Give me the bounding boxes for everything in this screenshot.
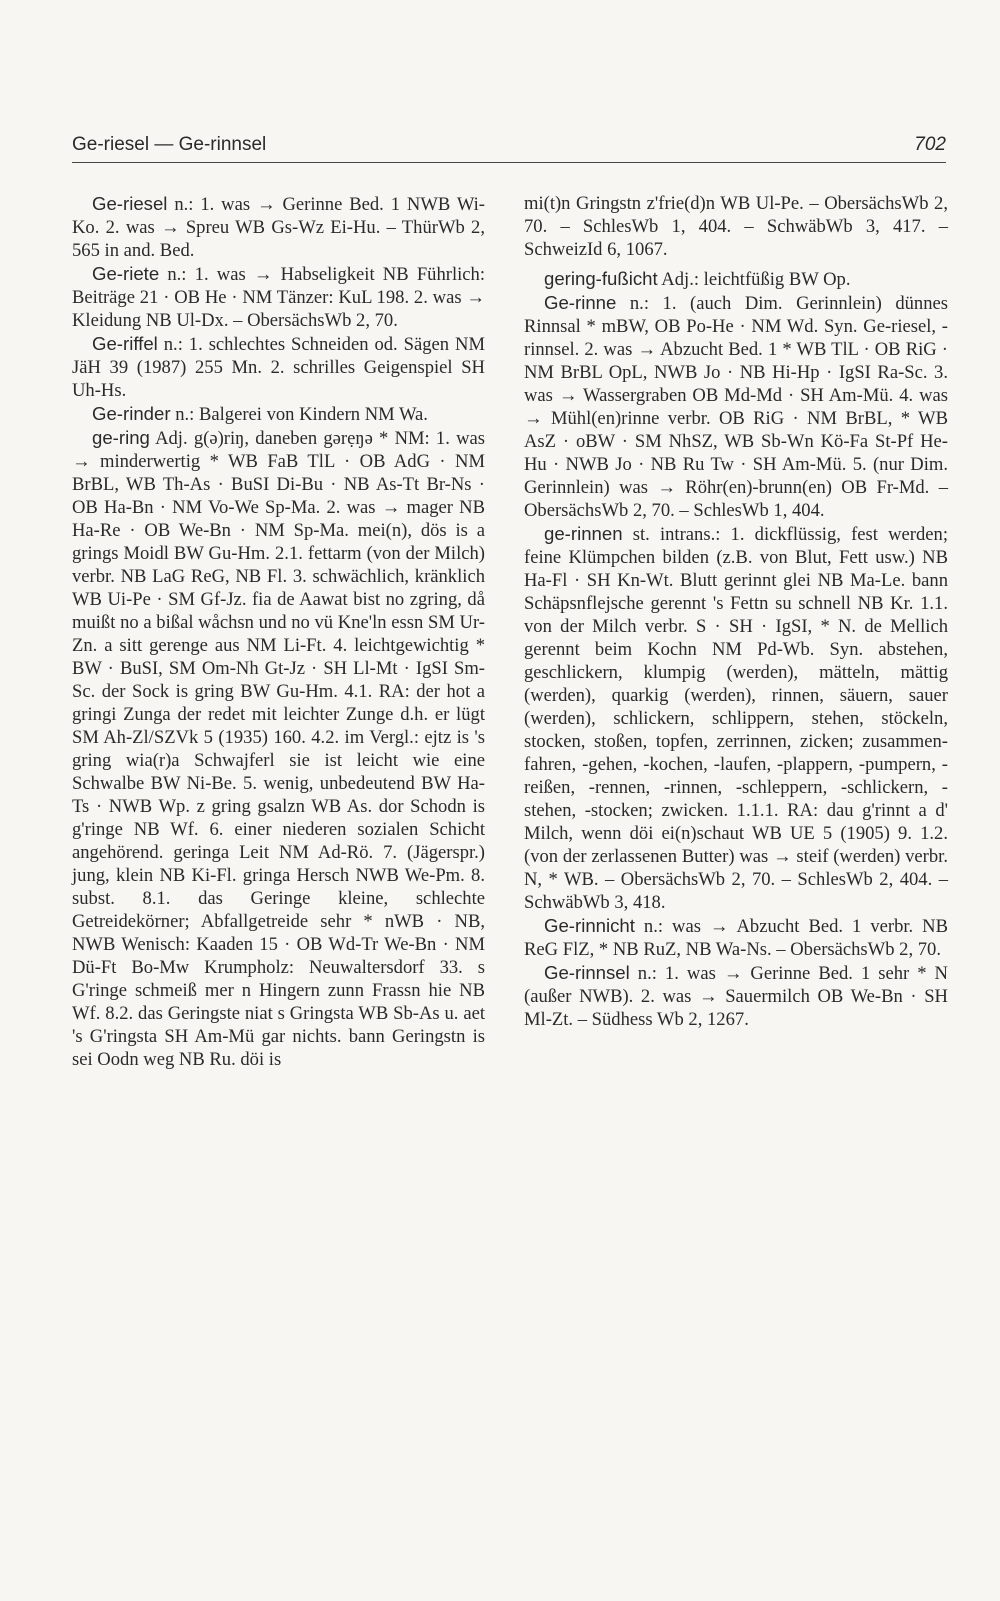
left-column <box>72 192 485 1071</box>
entry-text: n.: was → Abzucht Bed. 1 verbr. NB ReG FlZ, * NB RuZ, NB Wa-Ns. – ObersächsWb 2, 70. <box>524 916 948 960</box>
entry-ge-riete <box>72 262 485 332</box>
entry-ge-rinnicht <box>524 914 948 961</box>
entry-headword: ge-rinnen <box>544 523 623 544</box>
entry-text: mi(t)n Gringstn z'frie(d)n WB Ul-Pe. – ObersächsWb 2, 70. – SchlesWb 1, 404. – SchwäbWb 3, 417. – SchweizId 6, 1067. <box>524 193 948 260</box>
entry-headword: Ge-riesel <box>92 193 168 214</box>
entry-headword: Ge-rinder <box>92 403 171 424</box>
entry-text: n.: Balgerei von Kindern NM Wa. <box>170 404 428 425</box>
entry-text: n.: 1. schlechtes Schneiden od. Sägen NM JäH 39 (1987) 255 Mn. 2. schrilles Geigenspiel SH Uh-Hs. <box>72 334 485 401</box>
entry-ge-riffel <box>72 332 485 402</box>
page-number: 702 <box>914 134 946 155</box>
entry-ge-rinne <box>524 291 948 522</box>
entry-ge-rinnen <box>524 522 948 914</box>
entry-ge-ring <box>72 426 485 1071</box>
entry-text: n.: 1. (auch Dim. Gerinnlein) dünnes Rinnsal * mBW, OB Po-He · NM Wd. Syn. Ge-riesel, -rinnsel. 2. was → Abzucht Bed. 1 * WB TlL · OB RiG · NM BrBL OpL, NWB Jo · NB Hi-Hp · IgSI Ra-Sc. 3. was → Wassergraben OB Md-Md · SH Am-Mü. 4. was → Mühl(en)rinne verbr. OB RiG · NM BrBL, * WB AsZ · oBW · SM NhSZ, WB Sb-Wn Kö-Fa St-Pf He-Hu · NWB Jo · NB Ru Tw · SH Am-Mü. 5. (nur Dim. Gerinnlein) was → Röhr(en)-brunn(en) OB Fr-Md. – ObersächsWb 2, 70. – SchlesWb 1, 404. <box>524 293 948 521</box>
entry-ge-riesel <box>72 192 485 262</box>
entry-headword: Ge-rinnicht <box>544 915 635 936</box>
entry-headword: Ge-riete <box>92 263 160 284</box>
entry-headword: gering-fußicht <box>544 268 658 289</box>
entry-gering-fussicht <box>524 267 948 291</box>
entry-headword: ge-ring <box>92 427 150 448</box>
right-column <box>524 192 948 1031</box>
entry-headword: Ge-rinnsel <box>544 962 630 983</box>
entry-text: n.: 1. was → Gerinne Bed. 1 sehr * N (außer NWB). 2. was → Sauermilch OB We-Bn · SH Ml-Zt. – Südhess Wb 2, 1267. <box>524 963 948 1030</box>
entry-text: Adj. g(ə)riŋ, daneben gərẹŋə * NM: 1. was → minderwertig * WB FaB TlL · OB AdG · NM BrBL, WB Th-As · BuSI Di-Bu · NB As-Tt Br-Ns · OB Ha-Bn · NM Vo-We Sp-Ma. 2. was → mager NB Ha-Re · OB We-Bn · NM Sp-Ma. mei(n), dös is a grings Moidl BW Gu-Hm. 2.1. fettarm (von der Milch) verbr. NB LaG ReG, NB Fl. 3. schwächlich, kränklich WB Ui-Pe · SM Gf-Jz. fia de Aawat bist no zgring, då muißt no a bißal wåchsn und no vü Kne'ln essn SM Ur-Zn. a sitt gerenge aus NM Li-Ft. 4. leichtgewichtig * BW · BuSI, SM Om-Nh Gt-Jz · SH Ll-Mt · IgSI Sm-Sc. der Sock is gring BW Gu-Hm. 4.1. RA: der hot a gringi Zunga der redet mit leichter Zunge d.h. er lügt SM Ah-Zl/SZVk 5 (1935) 160. 4.2. im Vergl.: ejtz is 's gring wia(r)a Schwajferl sie ist leicht wie eine Schwalbe BW Ni-Be. 5. wenig, unbedeutend BW Ha-Ts · NWB Wp. z gring gsalzn WB As. dor Schodn is g'ringe NB Wf. 6. einer niederen sozialen Schicht angehörend. geringa Leit NM Ad-Rö. 7. (Jägerspr.) jung, klein NB Ki-Fl. gringa Hersch NWB We-Pm. 8. subst. 8.1. das Geringe kleine, schlechte Getreidekörner; Abfallgetreide sehr * nWB · NB, NWB Wenisch: Kaaden 15 · OB Wd-Tr We-Bn · NM Dü-Ft Bo-Mw Krumpholz: Neuwaltersdorf 33. s G'ringe schmeiß mer n Hingern zunn Frassn hie NB Wf. 8.2. das Geringste niat s Gringsta WB Sb-As u. aet 's G'ringsta SH Am-Mü gar nichts. bann Geringstn is sei Oodn weg NB Ru. döi is <box>72 428 485 1070</box>
running-header <box>72 134 946 163</box>
entry-text: n.: 1. was → Habseligkeit NB Führlich: Beiträge 21 · OB He · NM Tänzer: KuL 198. 2. was → Kleidung NB Ul-Dx. – ObersächsWb 2, 70. <box>72 264 485 331</box>
entry-text: Adj.: leichtfüßig BW Op. <box>657 269 851 290</box>
entry-headword: Ge-riffel <box>92 333 158 354</box>
entry-text: st. intrans.: 1. dickflüssig, fest werden; feine Klümpchen bilden (z.B. von Blut, Fett usw.) NB Ha-Fl · SH Kn-Wt. Blutt gerinnt glei NB Ma-Le. bann Schäpsnflejsche gerennt 's Fettn su schnell NB Kr. 1.1. von der Milch verbr. S · SH · IgSI, * N. de Mellich gerennt beim Kochn NM Pd-Wb. Syn. abstehen, geschlickern, klumpig (werden), mätteln, mättig (werden), quarkig (werden), rinnen, säuern, sauer (werden), schlickern, schlippern, stehen, stöckeln, stocken, stoßen, topfen, zerrinnen, zicken; zusammen-fahren, -gehen, -kochen, -laufen, -plappern, -pumpern, -reißen, -rennen, -rinnen, -schleppern, -schlickern, -stehen, -stocken; zwicken. 1.1.1. RA: dau g'rinnt a d' Milch, wenn döi ei(n)schaut WB UE 5 (1905) 9. 1.2. (von der zerlassenen Butter) was → steif (werden) verbr. N, * WB. – ObersächsWb 2, 70. – SchlesWb 2, 404. – SchwäbWb 3, 418. <box>524 524 948 913</box>
running-head-title: Ge-riesel — Ge-rinnsel <box>72 134 267 155</box>
entry-headword: Ge-rinne <box>544 292 617 313</box>
entry-ge-rinder <box>72 402 485 426</box>
entry-ge-rinnsel <box>524 961 948 1031</box>
entry-text: n.: 1. was → Gerinne Bed. 1 NWB Wi-Ko. 2. was → Spreu WB Gs-Wz Ei-Hu. – ThürWb 2, 565 in and. Bed. <box>72 194 485 261</box>
entry-ge-ring-continued <box>524 192 948 261</box>
